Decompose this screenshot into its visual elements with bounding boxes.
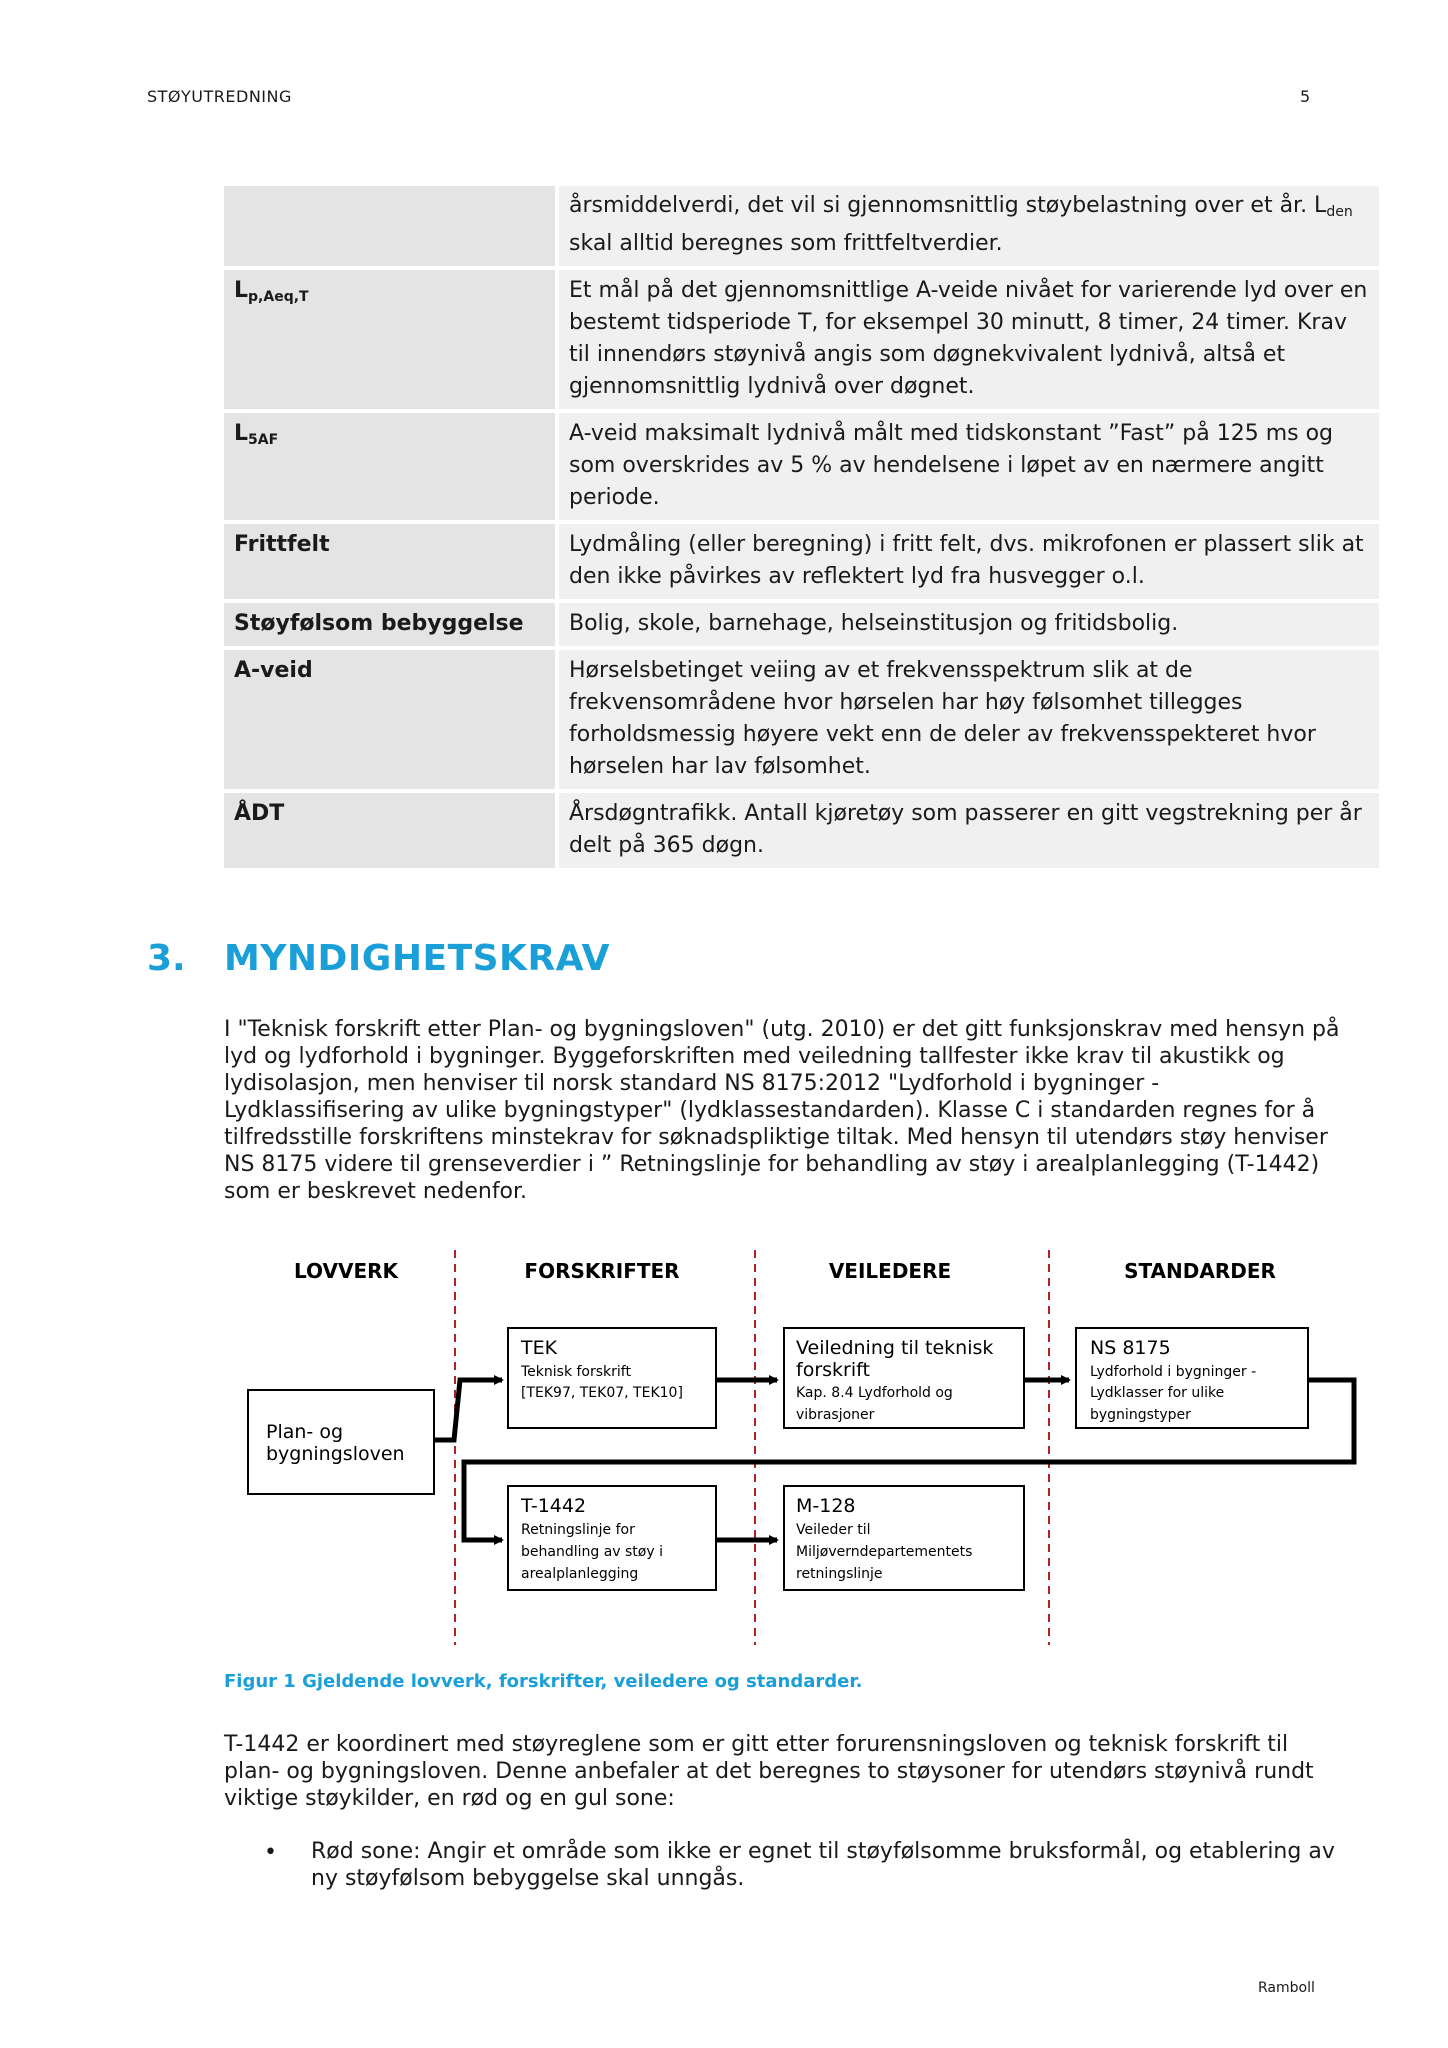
column-header-standarder: STANDARDER [1124, 1259, 1276, 1283]
regulation-diagram [224, 1240, 1374, 1650]
connector-line [434, 1380, 502, 1440]
ns8175-line: Lydforhold i bygninger - [1090, 1364, 1257, 1380]
definition-cell: A-veid maksimalt lydnivå målt med tidskonstant ”Fast” på 125 ms og som overskrides av 5 % av hendelsene i løpet av en nærmere angitt periode. [559, 413, 1379, 520]
bullet-text: Rød sone: Angir et område som ikke er egnet til støyfølsomme bruksformål, og etablering av ny støyfølsom bebyggelse skal unngås. [311, 1839, 1335, 1891]
law-box-line2: bygningsloven [266, 1443, 405, 1465]
ns8175-line: Lydklasser for ulike [1090, 1385, 1225, 1401]
bullet-marker: • [264, 1840, 277, 1865]
term-cell: $L_{5AF}$ [224, 413, 555, 520]
figure-caption: Figur 1 Gjeldende lovverk, forskrifter, veiledere og standarder. [224, 1671, 863, 1692]
definitions-table [220, 182, 1383, 872]
term-cell: $L_{p,Aeq,T}$ [224, 270, 555, 409]
page-number: 5 [1300, 87, 1311, 106]
table-row [224, 186, 1379, 266]
table-row [224, 603, 1379, 646]
m128-line: Veileder til [796, 1522, 871, 1538]
t1442-line: behandling av støy i [521, 1544, 663, 1560]
term-cell [224, 186, 555, 266]
veiledning-title: Veiledning til teknisk [796, 1337, 994, 1359]
tek-title: TEK [521, 1337, 558, 1359]
m128-line: retningslinje [796, 1566, 883, 1582]
ns8175-title: NS 8175 [1090, 1337, 1171, 1359]
tek-line: Teknisk forskrift [521, 1364, 631, 1380]
ns8175-line: bygningstyper [1090, 1407, 1191, 1423]
definition-cell: Årsdøgntrafikk. Antall kjøretøy som passerer en gitt vegstrekning per år delt på 365 døgn. [559, 793, 1379, 868]
t1442-title: T-1442 [521, 1495, 587, 1517]
definition-cell: Et mål på det gjennomsnittlige A-veide nivået for varierende lyd over en bestemt tidsperiode T, for eksempel 30 minutt, 8 timer, 24 timer. Krav til innendørs støynivå angis som døgnekvivalent lydnivå, altså et gjennomsnittlig lydnivå over døgnet. [559, 270, 1379, 409]
body-paragraph: T-1442 er koordinert med støyreglene som er gitt etter forurensningsloven og teknisk forskrift til plan- og bygningsloven. Denne anbefaler at det beregnes to støysoner for utendørs støynivå rundt viktige støykilder, en rød og en gul sone: [224, 1732, 1314, 1811]
veiledning-title-2: forskrift [796, 1359, 870, 1381]
term-cell: Støyfølsom bebyggelse [224, 603, 555, 646]
running-header: STØYUTREDNING [147, 87, 292, 106]
term-cell: ÅDT [224, 793, 555, 868]
definition-cell: Bolig, skole, barnehage, helseinstitusjon og fritidsbolig. [559, 603, 1379, 646]
column-header-lovverk: LOVVERK [293, 1259, 399, 1283]
veiledning-line: vibrasjoner [796, 1407, 875, 1423]
body-paragraph: I "Teknisk forskrift etter Plan- og bygningsloven" (utg. 2010) er det gitt funksjonskrav med hensyn på lyd og lydforhold i bygninger. Byggeforskriften med veiledning tallfester ikke krav til akustikk og lydisolasjon, men henviser til norsk standard NS 8175:2012 "Lydforhold i bygninger - Lydklassifisering av ulike bygningstyper" (lydklassestandarden). Klasse C i standarden regnes for å tilfredsstille forskriftens minstekrav for søknadspliktige tiltak. Med hensyn til utendørs støy henviser NS 8175 videre til grenseverdier i ” Retningslinje for behandling av støy i arealplanlegging (T-1442) som er beskrevet nedenfor. [224, 1017, 1340, 1204]
t1442-line: arealplanlegging [521, 1566, 639, 1582]
section-number: 3. [147, 938, 186, 979]
column-header-veiledere: VEILEDERE [828, 1259, 952, 1283]
term-cell: A-veid [224, 650, 555, 789]
table-row [224, 793, 1379, 868]
m128-title: M-128 [796, 1495, 856, 1517]
tek-line: [TEK97, TEK07, TEK10] [521, 1385, 683, 1401]
m128-line: Miljøverndepartementets [796, 1544, 973, 1560]
veiledning-line: Kap. 8.4 Lydforhold og [796, 1385, 953, 1401]
term-cell: Frittfelt [224, 524, 555, 599]
section-title: MYNDIGHETSKRAV [224, 938, 610, 979]
column-header-forskrifter: FORSKRIFTER [524, 1259, 680, 1283]
table-row [224, 650, 1379, 789]
table-row [224, 524, 1379, 599]
table-row [224, 413, 1379, 520]
definition-cell: årsmiddelverdi, det vil si gjennomsnittlig støybelastning over et år. Lden skal alltid beregnes som frittfeltverdier. [559, 186, 1379, 266]
table-row [224, 270, 1379, 409]
footer-brand: Ramboll [1258, 1980, 1315, 1996]
definition-cell: Lydmåling (eller beregning) i fritt felt, dvs. mikrofonen er plassert slik at den ikke påvirkes av reflektert lyd fra husvegger o.l. [559, 524, 1379, 599]
definition-cell: Hørselsbetinget veiing av et frekvensspektrum slik at de frekvensområdene hvor hørselen har høy følsomhet tillegges forholdsmessig høyere vekt enn de deler av frekvensspekteret hvor hørselen har lav følsomhet. [559, 650, 1379, 789]
law-box-line1: Plan- og [266, 1421, 344, 1443]
t1442-line: Retningslinje for [521, 1522, 635, 1538]
